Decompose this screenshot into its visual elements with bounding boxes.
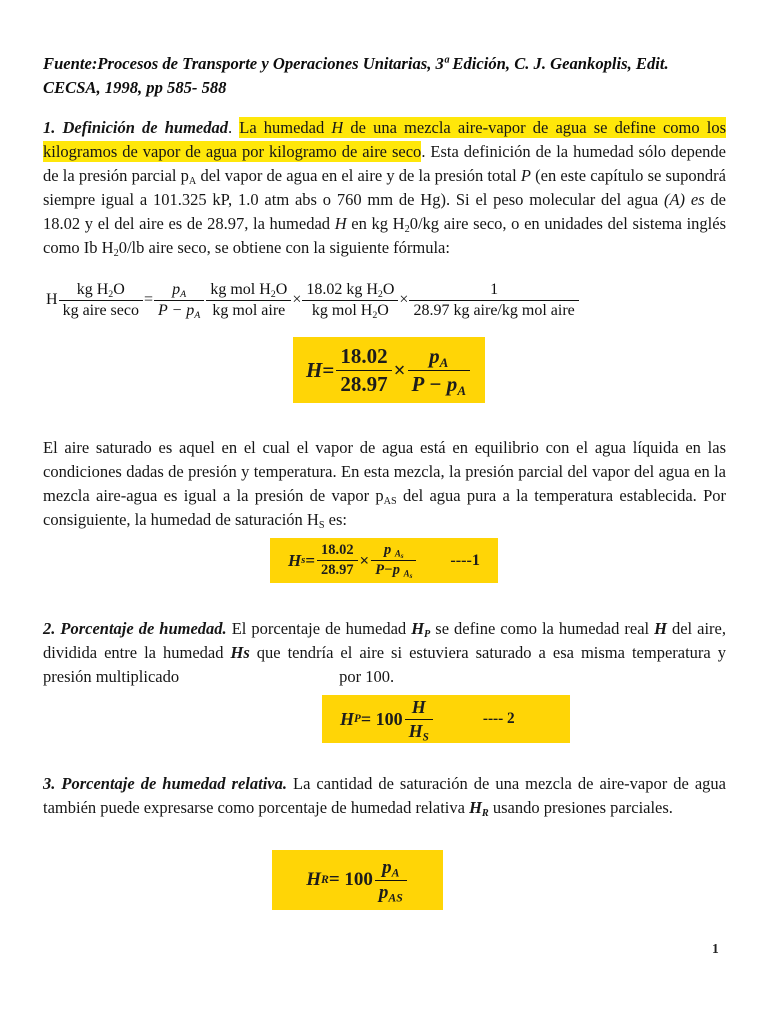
formula-box-relative-humidity: H R = 100 $\frac{p_A}{p_{AS}}$ <box>272 850 443 910</box>
para-porcentaje-humedad-relativa: 3. Porcentaje de humedad relativa. La cantidad de saturación de una mezcla de aire-vapor de agua también puede expresarse como porcentaje de humedad relativa $H_R$ usando presiones parciales. <box>43 774 726 820</box>
formula-box-saturation-humidity: H s = $\frac{18.02}{28.97}$ × $\frac{p _{As}}{P-p _{As}}$ ----1 <box>270 538 498 583</box>
formula-box-humidity: H = $\frac{18.02}{28.97}$ × $\frac{p_A}{P - p_A}$ <box>293 337 485 403</box>
page-number: 1 <box>712 941 719 956</box>
humidity-derivation-formula: H $\frac{kg H_2O}{\text{kg aire seco}}$ = $\frac{p_A}{P - p_A}$ $\frac{kg mol H_2O}{\text{kg mol aire}}$ × $\frac{18.02 kg H_2O}{kg mol H_2O}$ × $\frac{1}{\text{28.97 kg aire/kg mol aire}}$ <box>46 271 746 329</box>
formula-box-percent-humidity: H P = 100 $\frac{H}{H_S}$ ---- 2 <box>322 695 570 743</box>
para-aire-saturado: El aire saturado es aquel en el cual el vapor de agua está en equilibrio con el agua líquida en las condiciones dadas de presión y temperatura. En esta mezcla, la presión parcial del vapor del agua en la mezcla aire-agua es igual a la presión de vapor $p_{AS}$ del agua pura a la temperatura establecida. Por consiguiente, la humedad de saturación $H_S$ es: <box>43 438 726 532</box>
source-citation: Fuente:Procesos de Transporte y Operaciones Unitarias, 3ª Edición, C. J. Geankoplis, Edit. CECSA, 1998, pp 585- 588 <box>43 54 669 97</box>
para-definicion-humedad: 1. Definición de humedad. La humedad H de una mezcla aire-vapor de agua se define como los kilogramos de vapor de agua por kilogramo de aire seco. Esta definición de la humedad sólo depende de la presión parcial $p_A$ del vapor de agua en el aire y de la presión total P (en este capítulo se supondrá siempre igual a 101.325 kP, 1.0 atm abs o 760 mm de Hg). Si el peso molecular del agua (A) es de 18.02 y el del aire es de 28.97, la humedad H en kg $H_20/kg$ aire seco, o en unidades del sistema inglés como Ib $H_20/lb$ aire seco, se obtiene con la siguiente fórmula: <box>43 118 727 260</box>
para-porcentaje-humedad: 2. Porcentaje de humedad. El porcentaje de humedad $H_P$ se define como la humedad real H del aire, dividida entre la humedad Hs que tendría el aire si estuviera saturado a esa misma temperatura y presión multiplicado por 100. <box>43 619 726 686</box>
